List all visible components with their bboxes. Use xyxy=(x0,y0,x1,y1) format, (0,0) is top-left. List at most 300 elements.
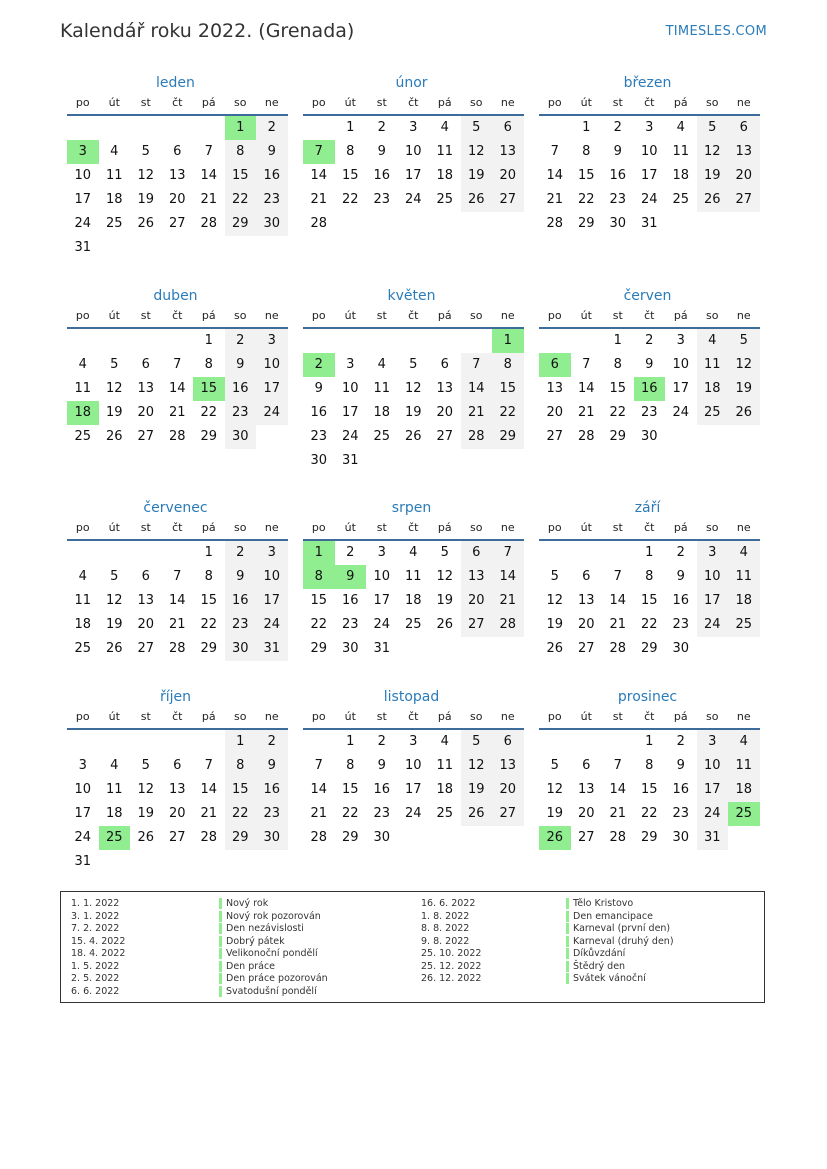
day-cell[interactable]: 16 xyxy=(256,778,288,802)
day-cell[interactable]: 20 xyxy=(137,617,155,632)
day-cell[interactable]: 18 xyxy=(436,782,454,797)
day-cell[interactable]: 4 xyxy=(110,758,119,773)
day-cell[interactable]: 24 xyxy=(697,802,729,826)
day-cell[interactable]: 22 xyxy=(200,405,218,420)
day-cell[interactable]: 3 xyxy=(377,545,386,560)
day-cell[interactable]: 21 xyxy=(609,806,627,821)
day-cell[interactable]: 8 xyxy=(303,565,335,589)
day-cell[interactable]: 19 xyxy=(436,593,454,608)
day-cell[interactable]: 24 xyxy=(341,429,359,444)
day-cell[interactable]: 27 xyxy=(168,830,186,845)
day-cell[interactable]: 5 xyxy=(697,116,729,140)
day-cell[interactable]: 13 xyxy=(546,381,564,396)
day-cell[interactable]: 28 xyxy=(492,613,524,637)
day-cell[interactable]: 21 xyxy=(492,589,524,613)
day-cell[interactable]: 27 xyxy=(728,188,760,212)
day-cell[interactable]: 23 xyxy=(609,192,627,207)
day-cell[interactable]: 11 xyxy=(672,144,690,159)
day-cell[interactable]: 26 xyxy=(539,826,571,850)
day-cell[interactable]: 4 xyxy=(728,541,760,565)
day-cell[interactable]: 5 xyxy=(409,357,418,372)
day-cell[interactable]: 10 xyxy=(697,754,729,778)
day-cell[interactable]: 30 xyxy=(225,637,257,661)
day-cell[interactable]: 17 xyxy=(256,377,288,401)
day-cell[interactable]: 29 xyxy=(341,830,359,845)
day-cell[interactable]: 20 xyxy=(492,164,524,188)
day-cell[interactable]: 24 xyxy=(404,192,422,207)
day-cell[interactable]: 22 xyxy=(225,188,257,212)
day-cell[interactable]: 6 xyxy=(141,569,150,584)
day-cell[interactable]: 14 xyxy=(168,593,186,608)
day-cell[interactable]: 3 xyxy=(645,120,654,135)
day-cell[interactable]: 15 xyxy=(341,782,359,797)
day-cell[interactable]: 19 xyxy=(137,192,155,207)
day-cell[interactable]: 2 xyxy=(256,730,288,754)
day-cell[interactable]: 13 xyxy=(492,754,524,778)
day-cell[interactable]: 1 xyxy=(225,730,257,754)
day-cell[interactable]: 1 xyxy=(582,120,591,135)
day-cell[interactable]: 10 xyxy=(404,758,422,773)
day-cell[interactable]: 25 xyxy=(404,617,422,632)
day-cell[interactable]: 23 xyxy=(256,802,288,826)
day-cell[interactable]: 15 xyxy=(640,593,658,608)
day-cell[interactable]: 25 xyxy=(74,641,92,656)
day-cell[interactable]: 1 xyxy=(303,541,335,565)
day-cell[interactable]: 22 xyxy=(492,401,524,425)
day-cell[interactable]: 25 xyxy=(373,429,391,444)
day-cell[interactable]: 3 xyxy=(409,120,418,135)
day-cell[interactable]: 17 xyxy=(341,405,359,420)
day-cell[interactable]: 20 xyxy=(492,778,524,802)
day-cell[interactable]: 31 xyxy=(341,453,359,468)
day-cell[interactable]: 10 xyxy=(256,565,288,589)
day-cell[interactable]: 12 xyxy=(461,140,493,164)
day-cell[interactable]: 16 xyxy=(634,377,666,401)
day-cell[interactable]: 15 xyxy=(225,778,257,802)
day-cell[interactable]: 6 xyxy=(173,758,182,773)
day-cell[interactable]: 3 xyxy=(78,758,87,773)
day-cell[interactable]: 15 xyxy=(225,164,257,188)
day-cell[interactable]: 16 xyxy=(310,405,328,420)
day-cell[interactable]: 6 xyxy=(582,758,591,773)
day-cell[interactable]: 12 xyxy=(461,754,493,778)
day-cell[interactable]: 26 xyxy=(461,188,493,212)
day-cell[interactable]: 3 xyxy=(676,333,685,348)
day-cell[interactable]: 12 xyxy=(404,381,422,396)
day-cell[interactable]: 28 xyxy=(609,641,627,656)
day-cell[interactable]: 18 xyxy=(672,168,690,183)
day-cell[interactable]: 19 xyxy=(105,617,123,632)
day-cell[interactable]: 6 xyxy=(539,353,571,377)
day-cell[interactable]: 13 xyxy=(492,140,524,164)
day-cell[interactable]: 2 xyxy=(613,120,622,135)
day-cell[interactable]: 6 xyxy=(492,116,524,140)
day-cell[interactable]: 16 xyxy=(225,589,257,613)
day-cell[interactable]: 27 xyxy=(492,188,524,212)
day-cell[interactable]: 28 xyxy=(546,216,564,231)
day-cell[interactable]: 12 xyxy=(105,381,123,396)
day-cell[interactable]: 15 xyxy=(640,782,658,797)
day-cell[interactable]: 10 xyxy=(341,381,359,396)
day-cell[interactable]: 20 xyxy=(546,405,564,420)
day-cell[interactable]: 26 xyxy=(105,641,123,656)
day-cell[interactable]: 16 xyxy=(672,782,690,797)
day-cell[interactable]: 7 xyxy=(173,357,182,372)
day-cell[interactable]: 20 xyxy=(577,617,595,632)
day-cell[interactable]: 10 xyxy=(404,144,422,159)
day-cell[interactable]: 9 xyxy=(256,754,288,778)
day-cell[interactable]: 10 xyxy=(256,353,288,377)
day-cell[interactable]: 14 xyxy=(546,168,564,183)
day-cell[interactable]: 6 xyxy=(461,541,493,565)
day-cell[interactable]: 13 xyxy=(577,782,595,797)
day-cell[interactable]: 10 xyxy=(672,357,690,372)
day-cell[interactable]: 2 xyxy=(377,120,386,135)
day-cell[interactable]: 5 xyxy=(141,758,150,773)
day-cell[interactable]: 14 xyxy=(310,782,328,797)
day-cell[interactable]: 31 xyxy=(373,641,391,656)
day-cell[interactable]: 13 xyxy=(577,593,595,608)
day-cell[interactable]: 30 xyxy=(672,641,690,656)
day-cell[interactable]: 26 xyxy=(546,641,564,656)
day-cell[interactable]: 18 xyxy=(404,593,422,608)
day-cell[interactable]: 14 xyxy=(168,381,186,396)
day-cell[interactable]: 25 xyxy=(436,192,454,207)
day-cell[interactable]: 31 xyxy=(256,637,288,661)
day-cell[interactable]: 27 xyxy=(492,802,524,826)
day-cell[interactable]: 19 xyxy=(546,617,564,632)
day-cell[interactable]: 8 xyxy=(225,140,257,164)
day-cell[interactable]: 14 xyxy=(200,782,218,797)
day-cell[interactable]: 20 xyxy=(461,589,493,613)
day-cell[interactable]: 27 xyxy=(168,216,186,231)
day-cell[interactable]: 22 xyxy=(225,802,257,826)
day-cell[interactable]: 1 xyxy=(346,734,355,749)
day-cell[interactable]: 15 xyxy=(341,168,359,183)
day-cell[interactable]: 5 xyxy=(461,730,493,754)
day-cell[interactable]: 11 xyxy=(74,593,92,608)
day-cell[interactable]: 26 xyxy=(461,802,493,826)
day-cell[interactable]: 22 xyxy=(609,405,627,420)
day-cell[interactable]: 21 xyxy=(546,192,564,207)
day-cell[interactable]: 1 xyxy=(225,116,257,140)
day-cell[interactable]: 14 xyxy=(492,565,524,589)
day-cell[interactable]: 2 xyxy=(645,333,654,348)
day-cell[interactable]: 7 xyxy=(461,353,493,377)
day-cell[interactable]: 19 xyxy=(697,164,729,188)
day-cell[interactable]: 12 xyxy=(728,353,760,377)
day-cell[interactable]: 18 xyxy=(728,589,760,613)
day-cell[interactable]: 29 xyxy=(640,641,658,656)
day-cell[interactable]: 17 xyxy=(256,589,288,613)
day-cell[interactable]: 8 xyxy=(204,569,213,584)
day-cell[interactable]: 23 xyxy=(640,405,658,420)
day-cell[interactable]: 22 xyxy=(640,617,658,632)
day-cell[interactable]: 24 xyxy=(404,806,422,821)
day-cell[interactable]: 30 xyxy=(256,826,288,850)
day-cell[interactable]: 26 xyxy=(404,429,422,444)
day-cell[interactable]: 27 xyxy=(137,429,155,444)
day-cell[interactable]: 5 xyxy=(110,569,119,584)
day-cell[interactable]: 26 xyxy=(105,429,123,444)
day-cell[interactable]: 13 xyxy=(728,140,760,164)
day-cell[interactable]: 12 xyxy=(697,140,729,164)
day-cell[interactable]: 25 xyxy=(697,401,729,425)
day-cell[interactable]: 2 xyxy=(377,734,386,749)
day-cell[interactable]: 4 xyxy=(728,730,760,754)
day-cell[interactable]: 2 xyxy=(676,734,685,749)
day-cell[interactable]: 11 xyxy=(373,381,391,396)
day-cell[interactable]: 28 xyxy=(310,830,328,845)
day-cell[interactable]: 23 xyxy=(225,401,257,425)
day-cell[interactable]: 1 xyxy=(645,545,654,560)
day-cell[interactable]: 2 xyxy=(346,545,355,560)
day-cell[interactable]: 31 xyxy=(640,216,658,231)
day-cell[interactable]: 11 xyxy=(74,381,92,396)
day-cell[interactable]: 17 xyxy=(404,782,422,797)
day-cell[interactable]: 9 xyxy=(335,565,367,589)
day-cell[interactable]: 21 xyxy=(577,405,595,420)
day-cell[interactable]: 13 xyxy=(137,381,155,396)
day-cell[interactable]: 5 xyxy=(461,116,493,140)
day-cell[interactable]: 10 xyxy=(74,168,92,183)
brand-link[interactable]: TIMESLES.COM xyxy=(665,24,767,39)
day-cell[interactable]: 7 xyxy=(613,758,622,773)
day-cell[interactable]: 16 xyxy=(373,782,391,797)
day-cell[interactable]: 16 xyxy=(341,593,359,608)
day-cell[interactable]: 30 xyxy=(672,830,690,845)
day-cell[interactable]: 8 xyxy=(204,357,213,372)
day-cell[interactable]: 20 xyxy=(728,164,760,188)
day-cell[interactable]: 8 xyxy=(613,357,622,372)
day-cell[interactable]: 14 xyxy=(200,168,218,183)
day-cell[interactable]: 21 xyxy=(200,806,218,821)
day-cell[interactable]: 26 xyxy=(137,216,155,231)
day-cell[interactable]: 25 xyxy=(672,192,690,207)
day-cell[interactable]: 11 xyxy=(436,144,454,159)
day-cell[interactable]: 16 xyxy=(609,168,627,183)
day-cell[interactable]: 11 xyxy=(105,168,123,183)
day-cell[interactable]: 18 xyxy=(105,192,123,207)
day-cell[interactable]: 7 xyxy=(550,144,559,159)
day-cell[interactable]: 20 xyxy=(436,405,454,420)
day-cell[interactable]: 12 xyxy=(546,782,564,797)
day-cell[interactable]: 31 xyxy=(74,854,92,869)
day-cell[interactable]: 11 xyxy=(697,353,729,377)
day-cell[interactable]: 29 xyxy=(577,216,595,231)
day-cell[interactable]: 2 xyxy=(676,545,685,560)
day-cell[interactable]: 4 xyxy=(440,734,449,749)
day-cell[interactable]: 1 xyxy=(492,329,524,353)
day-cell[interactable]: 17 xyxy=(640,168,658,183)
day-cell[interactable]: 1 xyxy=(613,333,622,348)
day-cell[interactable]: 23 xyxy=(672,806,690,821)
day-cell[interactable]: 6 xyxy=(141,357,150,372)
day-cell[interactable]: 20 xyxy=(137,405,155,420)
day-cell[interactable]: 9 xyxy=(314,381,323,396)
day-cell[interactable]: 15 xyxy=(577,168,595,183)
day-cell[interactable]: 24 xyxy=(640,192,658,207)
day-cell[interactable]: 3 xyxy=(697,541,729,565)
day-cell[interactable]: 29 xyxy=(640,830,658,845)
day-cell[interactable]: 14 xyxy=(609,782,627,797)
day-cell[interactable]: 18 xyxy=(67,401,99,425)
day-cell[interactable]: 25 xyxy=(436,806,454,821)
day-cell[interactable]: 23 xyxy=(373,192,391,207)
day-cell[interactable]: 20 xyxy=(577,806,595,821)
day-cell[interactable]: 8 xyxy=(645,569,654,584)
day-cell[interactable]: 28 xyxy=(200,216,218,231)
day-cell[interactable]: 29 xyxy=(200,641,218,656)
day-cell[interactable]: 19 xyxy=(461,164,493,188)
day-cell[interactable]: 28 xyxy=(577,429,595,444)
day-cell[interactable]: 22 xyxy=(310,617,328,632)
day-cell[interactable]: 14 xyxy=(310,168,328,183)
day-cell[interactable]: 8 xyxy=(346,144,355,159)
day-cell[interactable]: 4 xyxy=(377,357,386,372)
day-cell[interactable]: 25 xyxy=(728,802,760,826)
day-cell[interactable]: 22 xyxy=(341,806,359,821)
day-cell[interactable]: 3 xyxy=(697,730,729,754)
day-cell[interactable]: 18 xyxy=(436,168,454,183)
day-cell[interactable]: 1 xyxy=(204,333,213,348)
day-cell[interactable]: 13 xyxy=(168,168,186,183)
day-cell[interactable]: 3 xyxy=(256,329,288,353)
day-cell[interactable]: 11 xyxy=(105,782,123,797)
day-cell[interactable]: 30 xyxy=(256,212,288,236)
day-cell[interactable]: 4 xyxy=(676,120,685,135)
day-cell[interactable]: 3 xyxy=(256,541,288,565)
day-cell[interactable]: 11 xyxy=(728,754,760,778)
day-cell[interactable]: 15 xyxy=(492,377,524,401)
day-cell[interactable]: 9 xyxy=(225,565,257,589)
day-cell[interactable]: 21 xyxy=(168,405,186,420)
day-cell[interactable]: 24 xyxy=(74,216,92,231)
day-cell[interactable]: 22 xyxy=(200,617,218,632)
day-cell[interactable]: 6 xyxy=(173,144,182,159)
day-cell[interactable]: 19 xyxy=(461,778,493,802)
day-cell[interactable]: 4 xyxy=(78,569,87,584)
day-cell[interactable]: 24 xyxy=(256,401,288,425)
day-cell[interactable]: 9 xyxy=(676,758,685,773)
day-cell[interactable]: 27 xyxy=(436,429,454,444)
day-cell[interactable]: 29 xyxy=(310,641,328,656)
day-cell[interactable]: 18 xyxy=(74,617,92,632)
day-cell[interactable]: 14 xyxy=(609,593,627,608)
day-cell[interactable]: 2 xyxy=(256,116,288,140)
day-cell[interactable]: 23 xyxy=(373,806,391,821)
day-cell[interactable]: 13 xyxy=(436,381,454,396)
day-cell[interactable]: 30 xyxy=(609,216,627,231)
day-cell[interactable]: 7 xyxy=(173,569,182,584)
day-cell[interactable]: 4 xyxy=(409,545,418,560)
day-cell[interactable]: 15 xyxy=(310,593,328,608)
day-cell[interactable]: 28 xyxy=(609,830,627,845)
day-cell[interactable]: 15 xyxy=(609,381,627,396)
day-cell[interactable]: 4 xyxy=(110,144,119,159)
day-cell[interactable]: 7 xyxy=(314,758,323,773)
day-cell[interactable]: 19 xyxy=(546,806,564,821)
day-cell[interactable]: 18 xyxy=(697,377,729,401)
day-cell[interactable]: 25 xyxy=(99,826,131,850)
day-cell[interactable]: 27 xyxy=(577,641,595,656)
day-cell[interactable]: 27 xyxy=(546,429,564,444)
day-cell[interactable]: 8 xyxy=(645,758,654,773)
day-cell[interactable]: 17 xyxy=(697,778,729,802)
day-cell[interactable]: 27 xyxy=(577,830,595,845)
day-cell[interactable]: 21 xyxy=(310,806,328,821)
day-cell[interactable]: 21 xyxy=(461,401,493,425)
day-cell[interactable]: 6 xyxy=(728,116,760,140)
day-cell[interactable]: 1 xyxy=(346,120,355,135)
day-cell[interactable]: 14 xyxy=(577,381,595,396)
day-cell[interactable]: 12 xyxy=(436,569,454,584)
day-cell[interactable]: 17 xyxy=(74,192,92,207)
day-cell[interactable]: 5 xyxy=(440,545,449,560)
day-cell[interactable]: 12 xyxy=(546,593,564,608)
day-cell[interactable]: 17 xyxy=(404,168,422,183)
day-cell[interactable]: 5 xyxy=(728,329,760,353)
day-cell[interactable]: 25 xyxy=(728,613,760,637)
day-cell[interactable]: 13 xyxy=(461,565,493,589)
day-cell[interactable]: 30 xyxy=(225,425,257,449)
day-cell[interactable]: 8 xyxy=(225,754,257,778)
day-cell[interactable]: 17 xyxy=(672,381,690,396)
day-cell[interactable]: 8 xyxy=(492,353,524,377)
day-cell[interactable]: 21 xyxy=(168,617,186,632)
day-cell[interactable]: 26 xyxy=(697,188,729,212)
day-cell[interactable]: 7 xyxy=(204,144,213,159)
day-cell[interactable]: 9 xyxy=(377,144,386,159)
day-cell[interactable]: 6 xyxy=(440,357,449,372)
day-cell[interactable]: 23 xyxy=(310,429,328,444)
day-cell[interactable]: 5 xyxy=(141,144,150,159)
day-cell[interactable]: 19 xyxy=(404,405,422,420)
day-cell[interactable]: 5 xyxy=(550,569,559,584)
day-cell[interactable]: 29 xyxy=(225,212,257,236)
day-cell[interactable]: 3 xyxy=(346,357,355,372)
day-cell[interactable]: 8 xyxy=(582,144,591,159)
day-cell[interactable]: 27 xyxy=(461,613,493,637)
day-cell[interactable]: 8 xyxy=(346,758,355,773)
day-cell[interactable]: 30 xyxy=(640,429,658,444)
day-cell[interactable]: 18 xyxy=(105,806,123,821)
day-cell[interactable]: 25 xyxy=(105,216,123,231)
day-cell[interactable]: 23 xyxy=(341,617,359,632)
day-cell[interactable]: 4 xyxy=(440,120,449,135)
day-cell[interactable]: 10 xyxy=(74,782,92,797)
day-cell[interactable]: 26 xyxy=(436,617,454,632)
day-cell[interactable]: 3 xyxy=(67,140,99,164)
day-cell[interactable]: 26 xyxy=(137,830,155,845)
day-cell[interactable]: 16 xyxy=(256,164,288,188)
day-cell[interactable]: 16 xyxy=(672,593,690,608)
day-cell[interactable]: 28 xyxy=(168,641,186,656)
day-cell[interactable]: 21 xyxy=(200,192,218,207)
day-cell[interactable]: 24 xyxy=(697,613,729,637)
day-cell[interactable]: 2 xyxy=(225,541,257,565)
day-cell[interactable]: 17 xyxy=(373,593,391,608)
day-cell[interactable]: 23 xyxy=(225,613,257,637)
day-cell[interactable]: 20 xyxy=(168,806,186,821)
day-cell[interactable]: 25 xyxy=(74,429,92,444)
day-cell[interactable]: 12 xyxy=(137,168,155,183)
day-cell[interactable]: 18 xyxy=(728,778,760,802)
day-cell[interactable]: 7 xyxy=(492,541,524,565)
day-cell[interactable]: 28 xyxy=(168,429,186,444)
day-cell[interactable]: 23 xyxy=(672,617,690,632)
day-cell[interactable]: 9 xyxy=(676,569,685,584)
